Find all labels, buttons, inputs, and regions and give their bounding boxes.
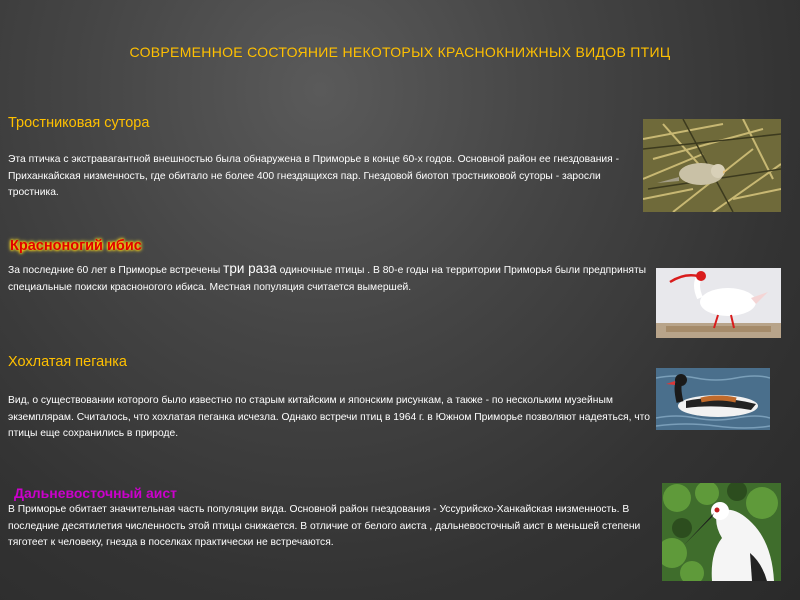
- slide-title: СОВРЕМЕННОЕ СОСТОЯНИЕ НЕКОТОРЫХ КРАСНОКНИЖНЫХ ВИДОВ ПТИЦ: [129, 44, 671, 60]
- photo-crested-ibis: [656, 268, 781, 338]
- text-crested-shelduck: Вид, о существовании которого было известно по старым китайским и японским рисункам, а также - по нескольким музейным экземплярам. Считалось, что хохлатая пеганка исчезла. Однако встречи птиц в 1964 г. в Южном Приморье позволяют надеяться, что птицы еще сохранились в природе.: [8, 395, 650, 439]
- text-reed-parrotbill: Эта птичка с экстравагантной внешностью была обнаружена в Приморье в конце 60-х годов. Основной район ее гнездования - Приханкайская низменность, где обитало не более 400 гнездящихся пар. Гнездовой биотоп тростниковой суторы - заросли тростника.: [8, 154, 620, 198]
- heading-reed-parrotbill: Тростниковая сутора: [8, 115, 150, 131]
- photo-reed-parrotbill: [643, 119, 781, 212]
- heading-crested-shelduck: Хохлатая пеганка: [8, 354, 127, 370]
- photo-oriental-stork: [662, 483, 781, 581]
- heading-crested-ibis: Красноногий ибис: [10, 238, 142, 254]
- photo-crested-shelduck: [656, 368, 770, 430]
- heading-oriental-stork: Дальневосточный аист: [14, 485, 178, 501]
- text-oriental-stork: В Приморье обитает значительная часть популяции вида. Основной район гнездования - Уссурийско-Ханкайская низменность. В последние десятилетия численность этой птицы снижается. В отличие от белого аиста , дальневосточный аист в меньшей степени тяготеет к человеку, гнезда в поселках практически не встречаются.: [8, 504, 641, 548]
- text-crested-ibis: За последние 60 лет в Приморье встречены три раза одиночные птицы . В 80-е годы на территории Приморья были предприняты специальные поиски красноногого ибиса. Местная популяция считается вымершей.: [8, 261, 647, 293]
